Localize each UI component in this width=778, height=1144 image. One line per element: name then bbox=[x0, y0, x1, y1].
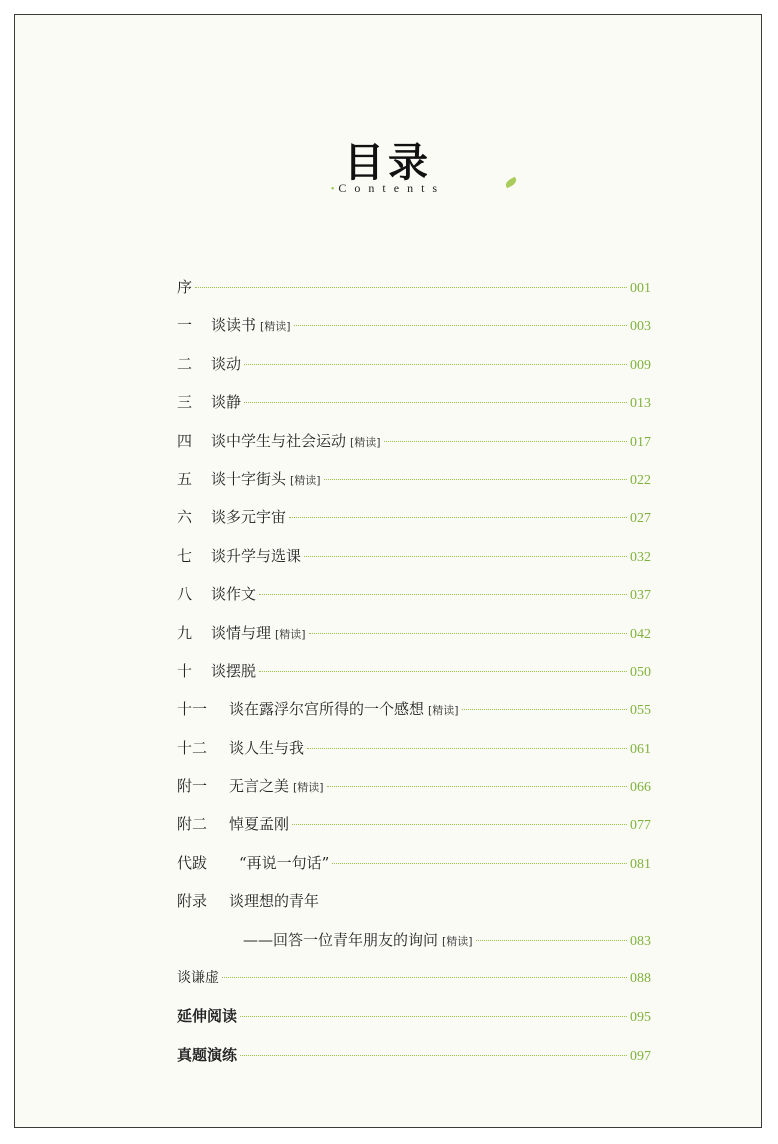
toc-entry[interactable] bbox=[177, 306, 651, 344]
toc-entry-title: 延伸阅读 bbox=[177, 1007, 238, 1026]
toc-entry-title: 真题演练 bbox=[177, 1045, 238, 1064]
toc-page-number: 017 bbox=[630, 434, 651, 450]
toc-chapter-number: 附录 bbox=[177, 892, 208, 911]
toc-entry[interactable] bbox=[177, 422, 651, 460]
toc-entry[interactable] bbox=[177, 537, 651, 575]
toc-entry[interactable] bbox=[177, 460, 651, 498]
leader-dots bbox=[259, 671, 627, 672]
toc-page-number: 077 bbox=[630, 818, 651, 834]
toc-page-number: 088 bbox=[630, 971, 651, 987]
toc-page-number: 042 bbox=[630, 626, 651, 642]
toc-page-number: 013 bbox=[630, 396, 651, 412]
intensive-reading-tag: [精读] bbox=[428, 704, 459, 718]
leader-dots bbox=[240, 1016, 627, 1017]
page-title: 目录 bbox=[344, 139, 432, 186]
toc-entry[interactable] bbox=[177, 690, 651, 728]
intensive-reading-tag: [精读] bbox=[293, 781, 324, 795]
leader-dots bbox=[244, 402, 627, 403]
toc-entry-title: 谈动 bbox=[211, 354, 242, 373]
leader-dots bbox=[327, 786, 627, 787]
toc-page-number: 097 bbox=[630, 1048, 651, 1064]
toc-page-number: 003 bbox=[630, 319, 651, 335]
leader-dots bbox=[462, 709, 627, 710]
toc-chapter-number: 十一 bbox=[177, 700, 208, 719]
leader-dots bbox=[324, 479, 627, 480]
toc-entry-title: 谈作文 bbox=[211, 585, 257, 604]
leader-dots bbox=[332, 863, 627, 864]
toc-chapter-number: 附一 bbox=[177, 777, 208, 796]
page-subtitle bbox=[15, 181, 761, 196]
intensive-reading-tag: [精读] bbox=[290, 473, 321, 487]
toc-page-number: 095 bbox=[630, 1010, 651, 1026]
toc-entry[interactable] bbox=[177, 959, 651, 997]
toc-chapter-number: 九 bbox=[177, 623, 193, 642]
leader-dots bbox=[259, 594, 627, 595]
toc-entry-title: 谈多元宇宙 bbox=[211, 508, 287, 527]
toc-chapter-number: 十 bbox=[177, 661, 193, 680]
toc-page-number: 081 bbox=[630, 856, 651, 872]
toc-page-number: 050 bbox=[630, 664, 651, 680]
leader-dots bbox=[304, 556, 627, 557]
toc-entry-title: 谈静 bbox=[211, 393, 242, 412]
toc-page-number: 032 bbox=[630, 549, 651, 565]
toc-page-number: 022 bbox=[630, 472, 651, 488]
toc-entry[interactable] bbox=[177, 652, 651, 690]
toc-entry-title: 序 bbox=[177, 278, 193, 296]
intensive-reading-tag: [精读] bbox=[350, 435, 381, 449]
toc-page-number: 061 bbox=[630, 741, 651, 757]
toc-entry[interactable] bbox=[177, 575, 651, 613]
toc-page-number: 066 bbox=[630, 780, 651, 796]
toc-chapter-number: 一 bbox=[177, 316, 193, 335]
toc-entry[interactable] bbox=[177, 614, 651, 652]
toc-entry-title: “再说一句话” bbox=[239, 853, 330, 872]
leader-dots bbox=[240, 1055, 627, 1056]
toc-page-number: 009 bbox=[630, 357, 651, 373]
leader-dots bbox=[195, 287, 627, 288]
toc-page-number: 083 bbox=[630, 933, 651, 949]
toc-entry[interactable] bbox=[177, 921, 651, 959]
toc-chapter-number: 五 bbox=[177, 469, 193, 488]
toc-chapter-number: 代跋 bbox=[177, 853, 208, 872]
toc-entry[interactable] bbox=[177, 498, 651, 536]
leader-dots bbox=[476, 940, 627, 941]
toc-chapter-number: 十二 bbox=[177, 738, 208, 757]
toc-entry[interactable] bbox=[177, 805, 651, 843]
subtitle-text: Contents bbox=[338, 181, 446, 195]
toc-entry-title: 无言之美 bbox=[229, 777, 290, 796]
toc-entry-title: 谈理想的青年 bbox=[229, 892, 320, 911]
toc-chapter-number: 四 bbox=[177, 431, 193, 450]
toc-entry-title: 谈读书 bbox=[211, 316, 257, 335]
toc-page-number: 001 bbox=[630, 281, 651, 296]
toc-entry[interactable] bbox=[177, 844, 651, 882]
toc-chapter-number: 六 bbox=[177, 508, 193, 527]
toc-chapter-number: 附二 bbox=[177, 815, 208, 834]
toc-entry-title: 谈情与理 bbox=[211, 623, 272, 642]
leader-dots bbox=[289, 517, 627, 518]
toc-entry[interactable] bbox=[177, 729, 651, 767]
leader-dots bbox=[384, 441, 627, 442]
toc-page-number: 055 bbox=[630, 703, 651, 719]
book-page bbox=[14, 14, 762, 1128]
toc-entry-title: 谈中学生与社会运动 bbox=[211, 431, 347, 450]
toc-entry-title: 谈谦虚 bbox=[177, 970, 219, 987]
toc-entry[interactable] bbox=[177, 997, 651, 1035]
leader-dots bbox=[244, 364, 627, 365]
toc-entry[interactable] bbox=[177, 345, 651, 383]
dot-ornament-icon: • bbox=[330, 184, 335, 195]
toc-entry[interactable] bbox=[177, 1036, 651, 1074]
toc-entry-title: 谈十字街头 bbox=[211, 469, 287, 488]
toc-chapter-number: 二 bbox=[177, 354, 193, 373]
intensive-reading-tag: [精读] bbox=[442, 934, 473, 948]
leader-dots bbox=[222, 977, 627, 978]
toc-page-number: 037 bbox=[630, 588, 651, 604]
toc-entry[interactable] bbox=[177, 882, 651, 920]
toc-entry-title: 谈摆脱 bbox=[211, 661, 257, 680]
table-of-contents bbox=[177, 268, 651, 1074]
toc-page-number: 027 bbox=[630, 511, 651, 527]
toc-entry[interactable] bbox=[177, 383, 651, 421]
leader-dots bbox=[309, 633, 627, 634]
toc-chapter-number: 三 bbox=[177, 393, 193, 412]
toc-entry-title: 谈人生与我 bbox=[229, 738, 305, 757]
intensive-reading-tag: [精读] bbox=[260, 320, 291, 334]
toc-entry-title: 谈升学与选课 bbox=[211, 546, 302, 565]
toc-entry-subtitle: ——回答一位青年朋友的询问 bbox=[243, 930, 439, 949]
toc-entry-title: 谈在露浮尔宫所得的一个感想 bbox=[229, 700, 425, 719]
toc-entry[interactable] bbox=[177, 767, 651, 805]
leader-dots bbox=[294, 325, 627, 326]
leader-dots bbox=[292, 824, 627, 825]
toc-chapter-number: 七 bbox=[177, 546, 193, 565]
leader-dots bbox=[307, 748, 627, 749]
toc-chapter-number: 八 bbox=[177, 585, 193, 604]
toc-entry[interactable] bbox=[177, 268, 651, 306]
toc-entry-title: 悼夏孟刚 bbox=[229, 815, 290, 834]
intensive-reading-tag: [精读] bbox=[275, 627, 306, 641]
